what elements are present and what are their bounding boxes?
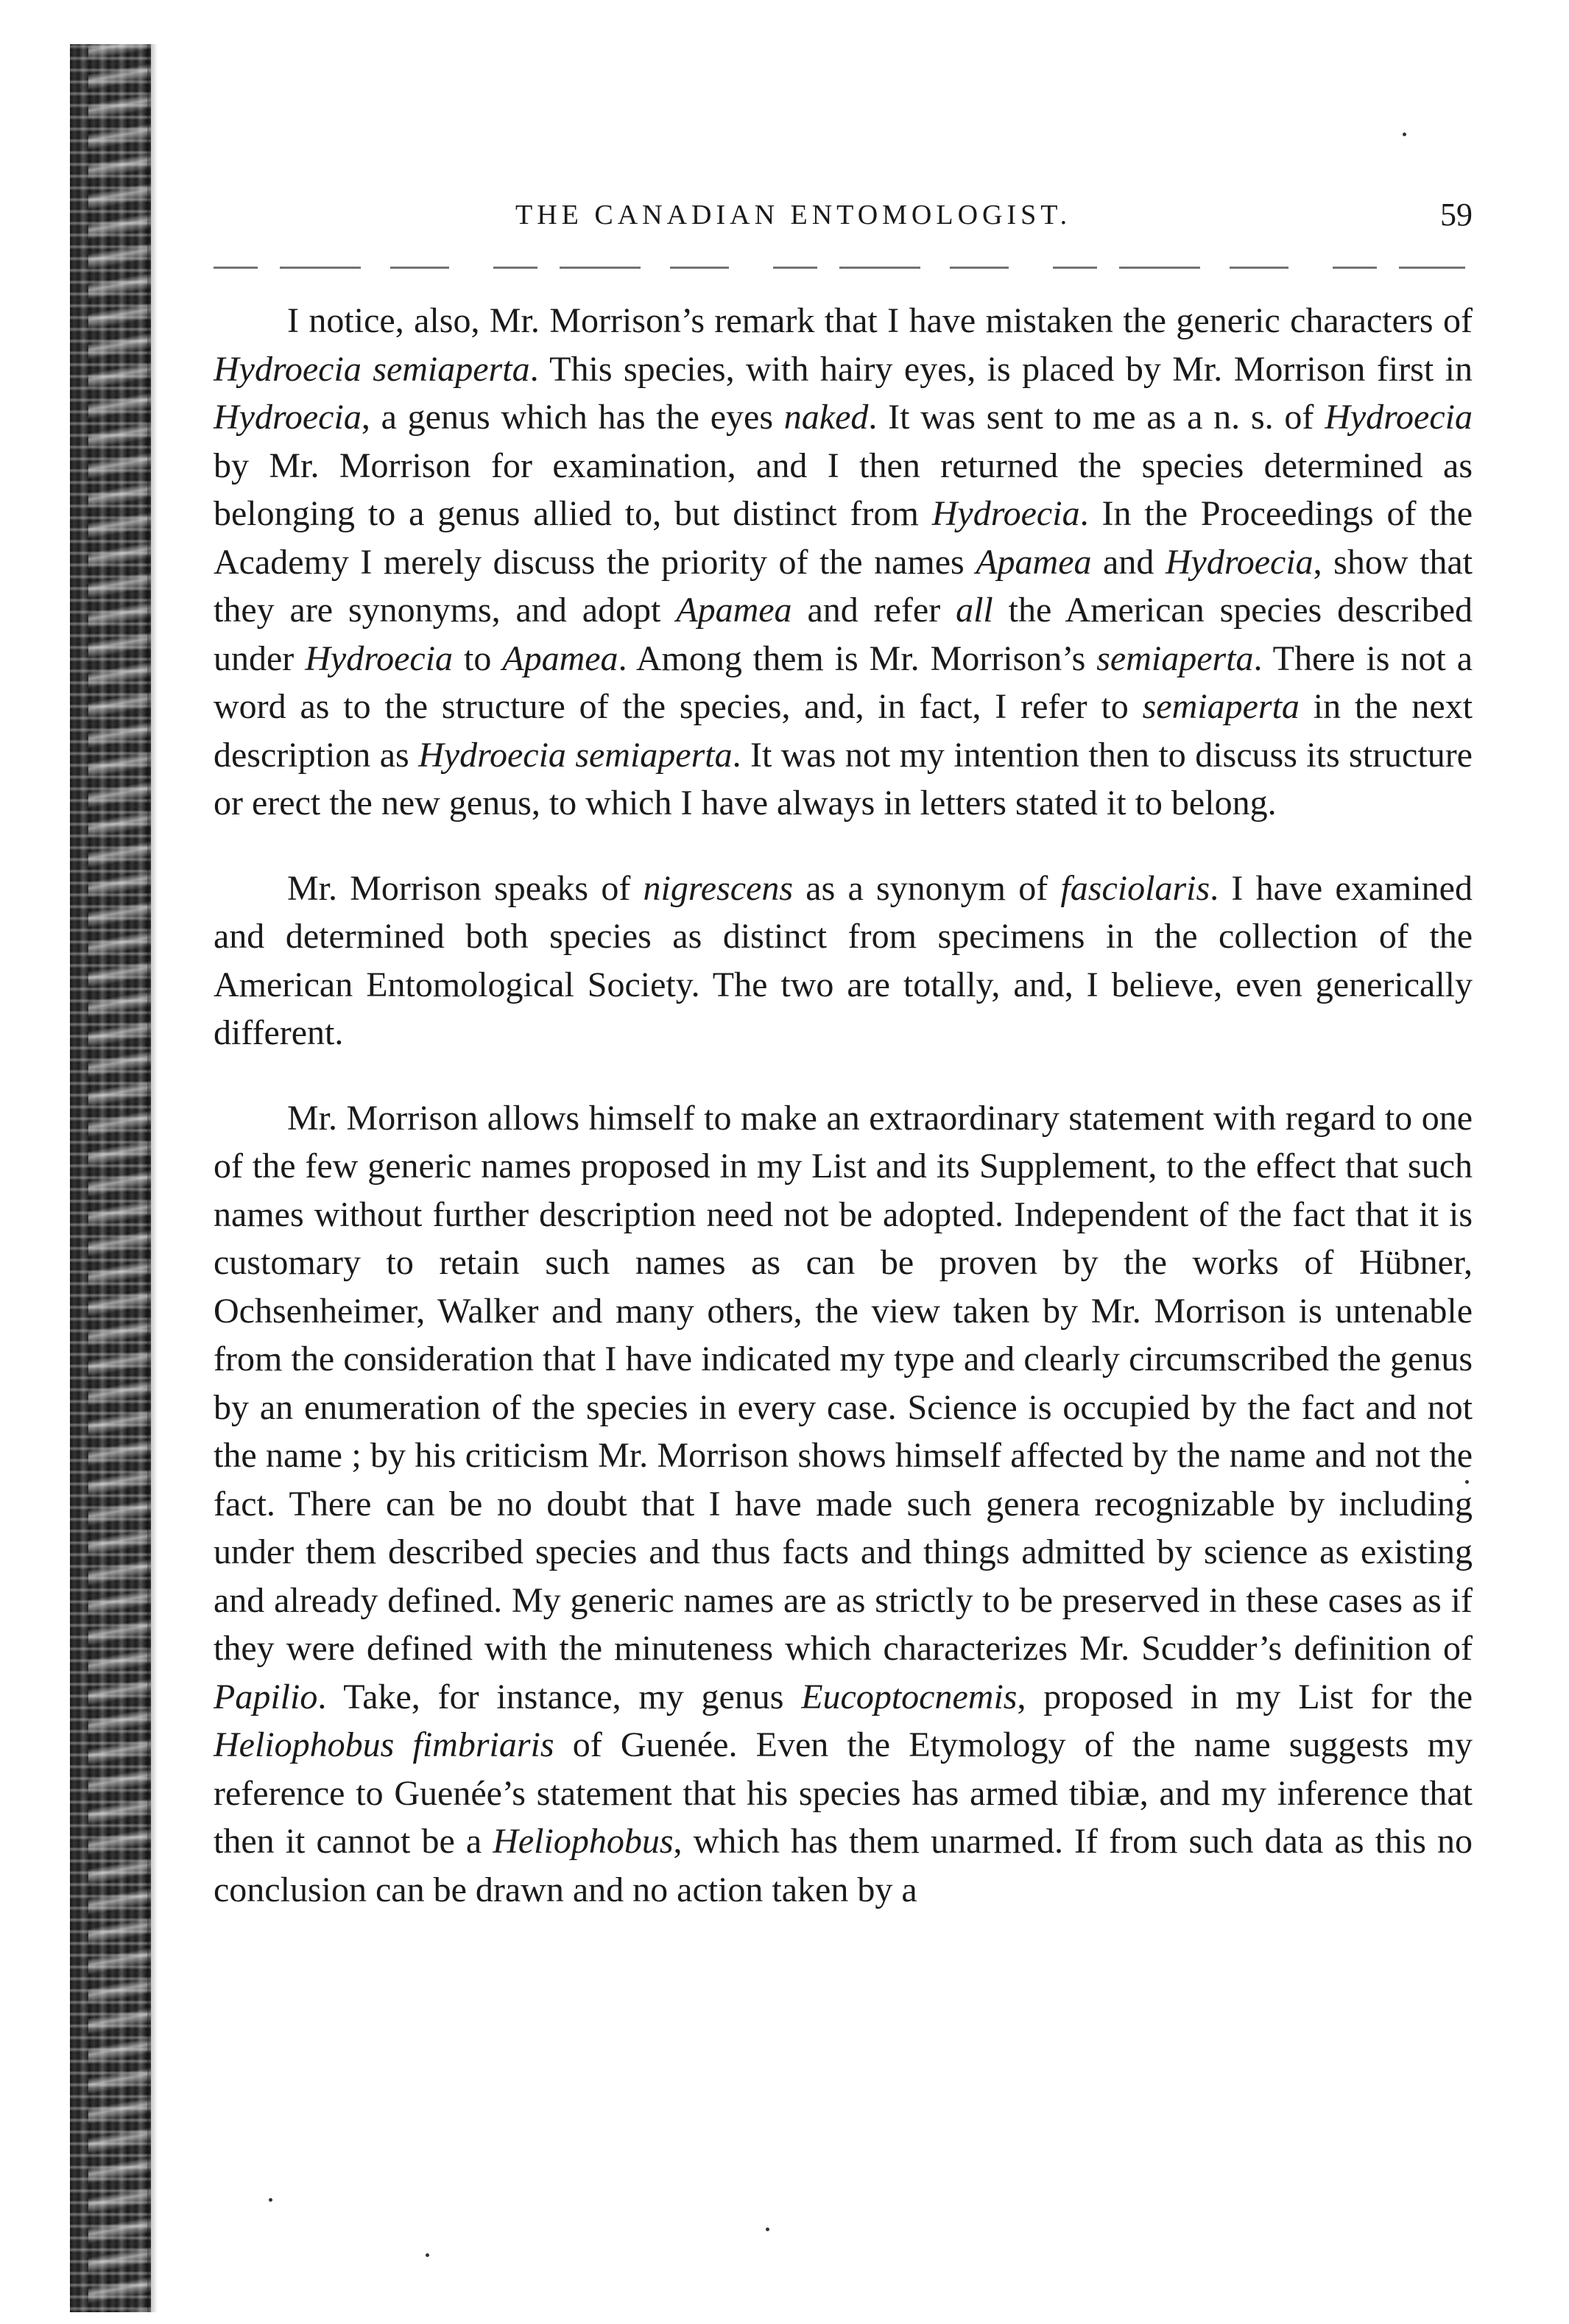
text-run: . Among them is Mr. Morrison’s: [618, 638, 1097, 678]
text-run: . In the Proceedings of the Academy I merely discuss the priority of the names: [214, 494, 1473, 582]
italic-term: nigrescens: [643, 868, 794, 908]
text-run: , a genus which has the eyes: [361, 398, 784, 437]
print-speck: [426, 2253, 429, 2257]
italic-term: Eucoptocnemis: [801, 1677, 1018, 1716]
text-run: , show that they are synonyms, and adopt: [214, 542, 1473, 630]
italic-term: Hydroecia: [1165, 542, 1314, 582]
text-run: by Mr. Morrison for examination, and I then returned the species determined as belonging to a genus allied to, but distinct from: [214, 446, 1473, 533]
italic-term: Hydroecia: [214, 398, 362, 437]
text-run: . Take, for instance, my genus: [317, 1677, 802, 1716]
italic-term: fasciolaris: [1060, 868, 1210, 908]
text-run: , which has them unarmed. If from such data as this no conclusion can be drawn and no action taken by a: [214, 1822, 1473, 1909]
print-speck: [1465, 1480, 1469, 1484]
text-run: the American species described under: [214, 591, 1473, 678]
text-run: to: [453, 638, 503, 678]
italic-term: Apamea: [976, 542, 1092, 582]
italic-term: Papilio: [214, 1677, 318, 1716]
text-run: Mr. Morrison allows himself to make an extraordinary statement with regard to one of the few generic names proposed in my List and its Supplement, to the effect that such names without further description need not be adopted. Independent of the fact that it is customary to retain such names as can be proven by the works of Hübner, Ochsenheimer, Walker and many others, the view taken by Mr. Morrison is untenable from the consideration that I have indicated my type and clearly circumscribed the genus by an enumeration of the species in every case. Science is occupied by the fact and not the name ; by his criticism Mr. Morrison shows himself affected by the name and not the fact. There can be no doubt that I have made such genera recognizable by including under them described species and thus facts and things admitted by science as existing and already defined. My generic names are as strictly to be preserved in these cases as if they were defined with the minuteness which characterizes Mr. Scudder’s definition of: [214, 1098, 1473, 1668]
italic-term: Hydroecia: [931, 494, 1080, 533]
book-spine-edge: [147, 44, 158, 2312]
text-run: Mr. Morrison speaks of: [287, 868, 644, 908]
print-speck: [1403, 133, 1406, 136]
text-run: and: [1091, 542, 1166, 582]
italic-term: Heliophobus: [493, 1822, 674, 1861]
italic-term: Hydroecia semiaperta: [214, 349, 530, 389]
printed-page: [214, 177, 1473, 1951]
italic-term: all: [956, 591, 993, 630]
italic-term: Heliophobus fimbriaris: [214, 1725, 554, 1764]
text-run: . This species, with hairy eyes, is placed by Mr. Morrison first in: [529, 349, 1473, 389]
text-run: . It was sent to me as a n. s. of: [868, 398, 1325, 437]
page-body: [214, 297, 1473, 1914]
running-title: THE CANADIAN ENTOMOLOGIST.: [515, 200, 1072, 230]
book-spine-mottle: [88, 44, 155, 2312]
header-rule: [214, 267, 1465, 269]
text-run: . There is not a word as to the structure of the species, and, in fact, I refer to: [214, 638, 1473, 726]
text-run: in the next description as: [214, 687, 1473, 775]
print-speck: [766, 2228, 769, 2231]
italic-term: naked: [783, 398, 869, 437]
paragraph-2: [214, 865, 1473, 1057]
paragraph-3: [214, 1094, 1473, 1915]
page-number: 59: [1440, 197, 1473, 233]
text-run: , proposed in my List for the: [1017, 1677, 1473, 1716]
text-run: of Guenée. Even the Etymology of the name suggests my reference to Guenée’s statement that his species has armed tibiæ, and my inference that then it cannot be a: [214, 1725, 1473, 1861]
text-run: . It was not my intention then to discuss its structure or erect the new genus, to which I have always in letters stated it to belong.: [214, 735, 1473, 823]
italic-term: Apamea: [502, 638, 618, 678]
italic-term: Hydroecia semiaperta: [418, 735, 733, 775]
text-run: as a synonym of: [793, 868, 1061, 908]
running-header: [214, 177, 1473, 243]
italic-term: semiaperta: [1096, 638, 1254, 678]
paragraph-1: [214, 297, 1473, 828]
text-run: . I have examined and determined both species as distinct from specimens in the collection of the American Entomological Society. The two are totally, and, I believe, even generically different.: [214, 868, 1473, 1052]
italic-term: semiaperta: [1142, 687, 1300, 726]
text-run: I notice, also, Mr. Morrison’s remark that I have mistaken the generic characters of: [287, 301, 1473, 340]
italic-term: Apamea: [676, 591, 792, 630]
text-run: and refer: [791, 591, 956, 630]
italic-term: Hydroecia: [1325, 398, 1473, 437]
print-speck: [269, 2198, 272, 2202]
italic-term: Hydroecia: [305, 638, 454, 678]
